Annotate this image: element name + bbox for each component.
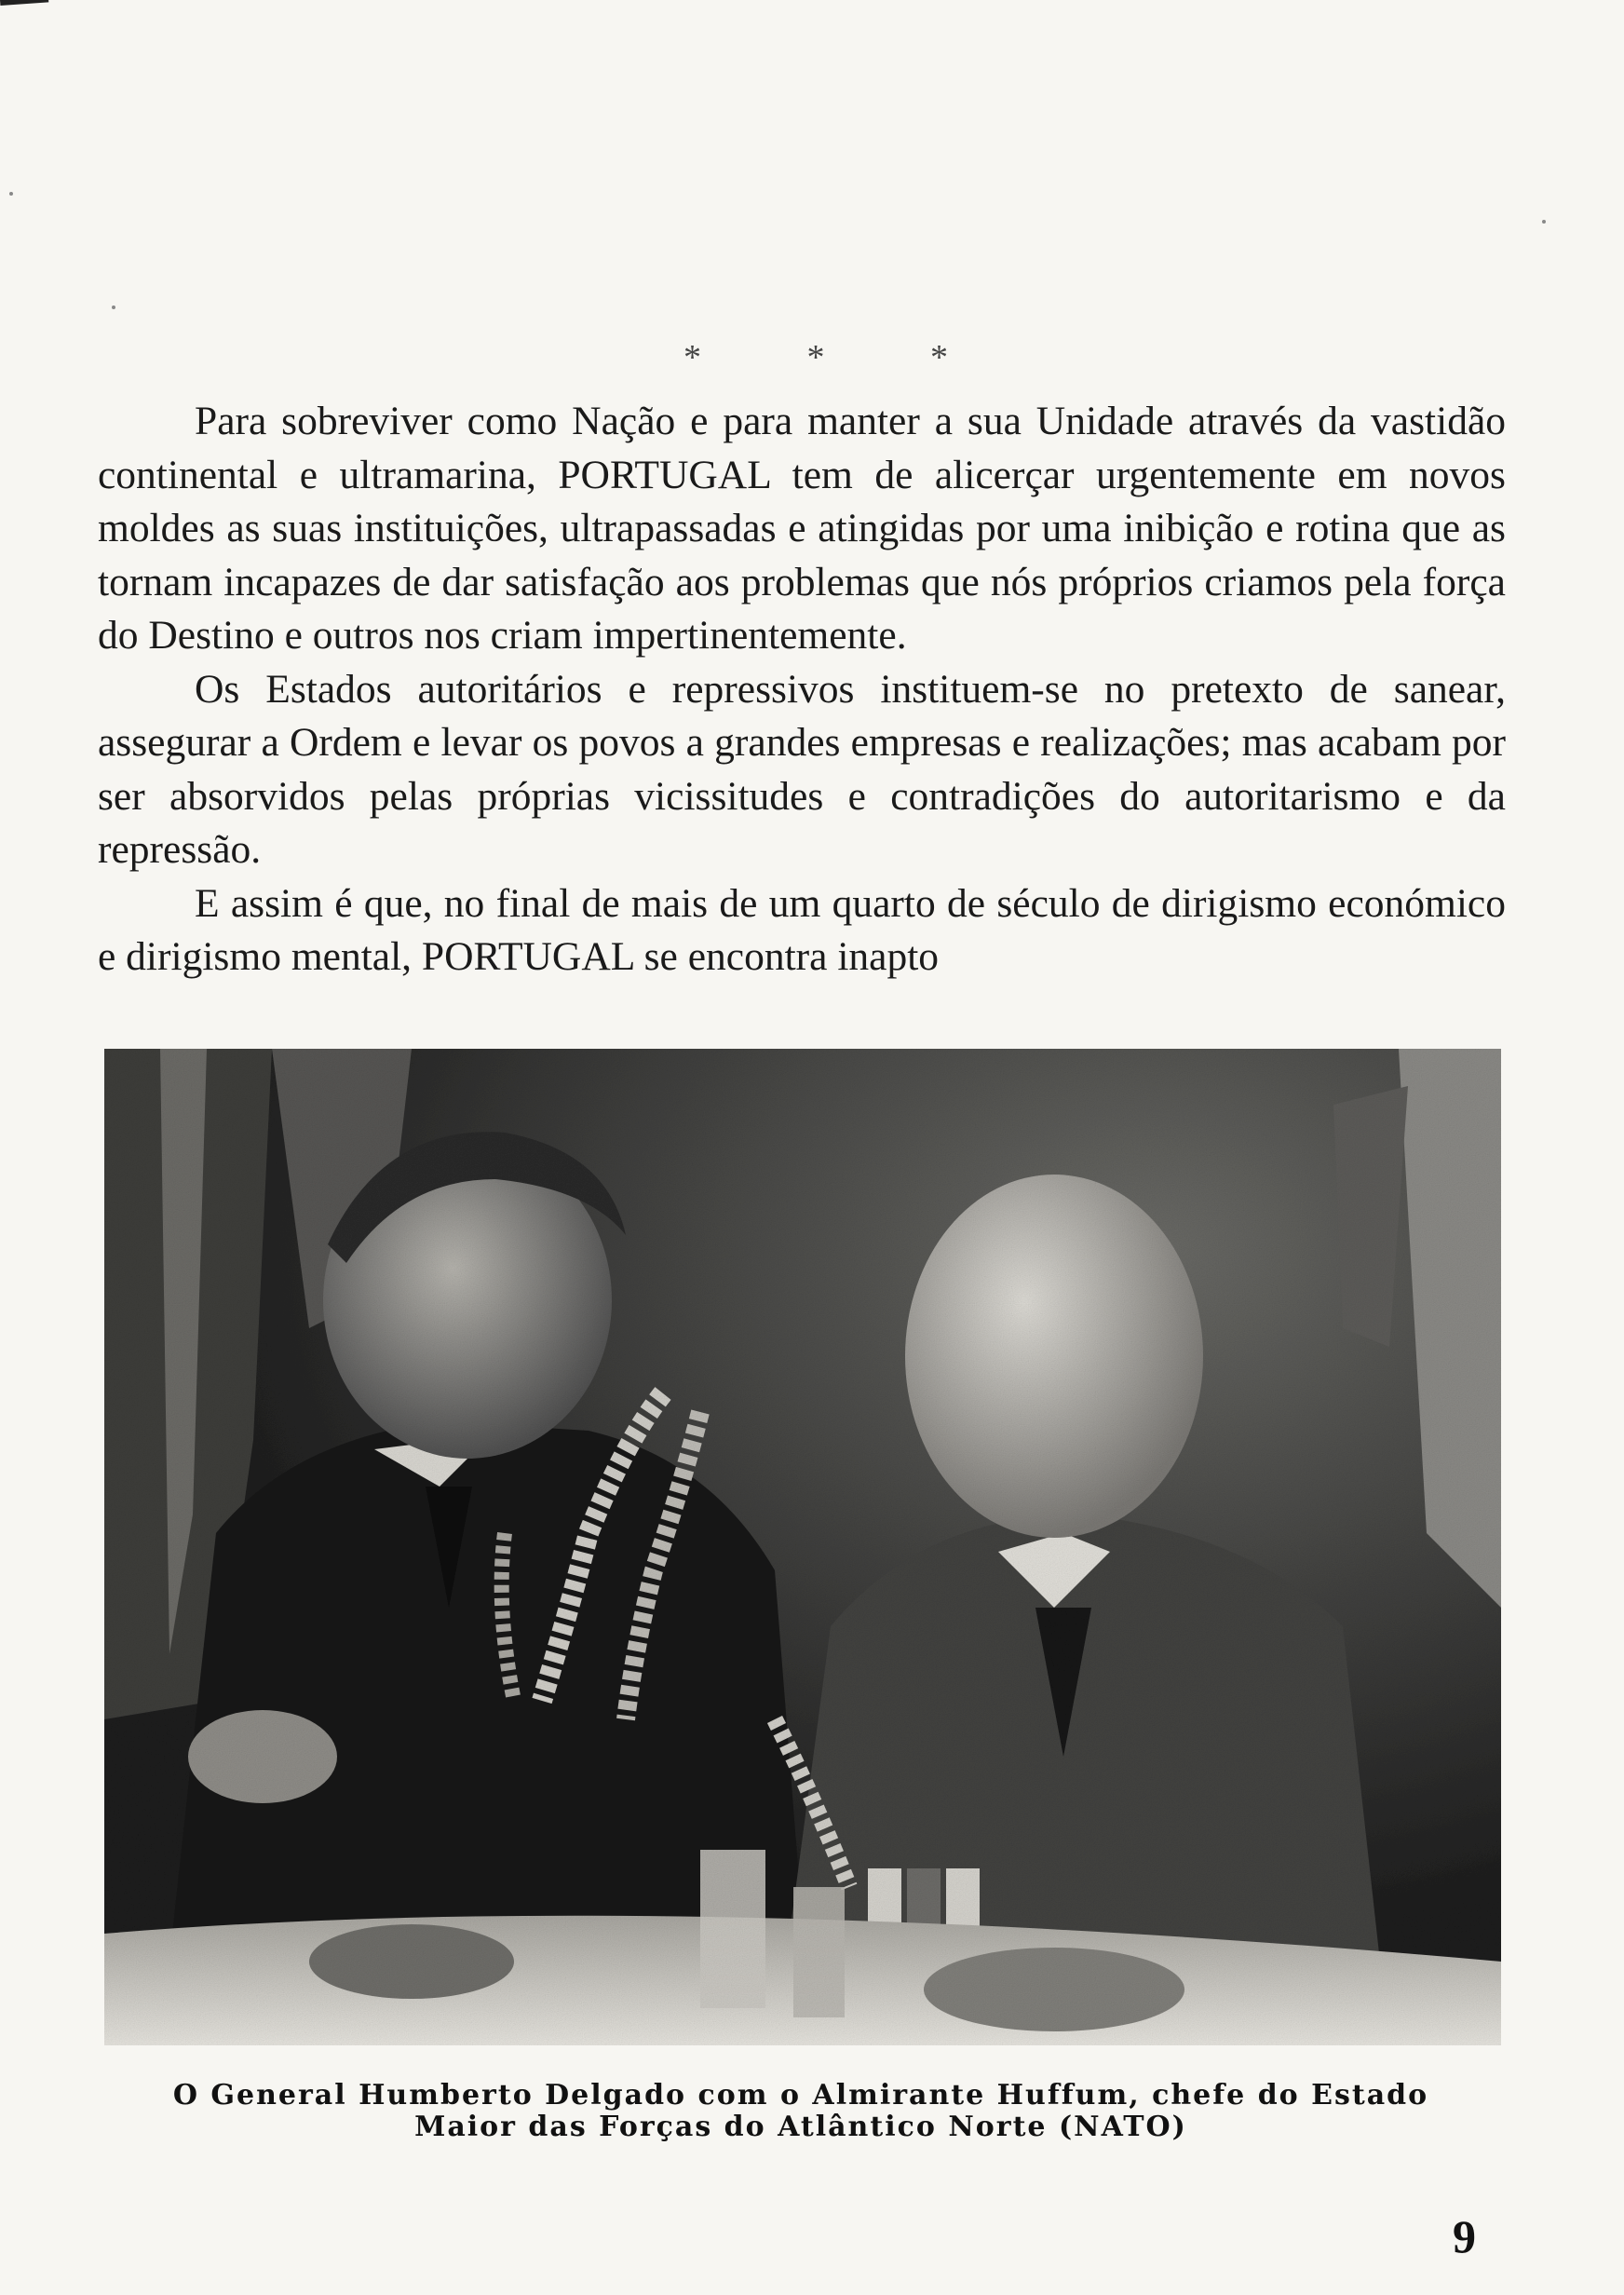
- scan-speck: [9, 192, 13, 196]
- photo-caption: [88, 2080, 1513, 2143]
- section-separator: * * *: [683, 338, 996, 377]
- paragraph-3: E assim é que, no final de mais de um quarto de século de dirigismo económico e dirigismo mental, PORTUGAL se encontra inapto: [98, 880, 1506, 979]
- body-text: [98, 395, 1506, 985]
- page-number: 9: [1453, 2210, 1476, 2262]
- photograph-delgado-huffum: [104, 1049, 1501, 2045]
- caption-line-2: Maior das Forças do Atlântico Norte (NATO): [414, 2111, 1187, 2143]
- caption-line-1: O General Humberto Delgado com o Almirante Huffum, chefe do Estado: [172, 2079, 1429, 2112]
- scan-speck: [112, 306, 115, 309]
- scan-corner-mark: [0, 0, 48, 6]
- paragraph-1: Para sobreviver como Nação e para manter a sua Unidade através da vastidão continental e ultramarina, PORTUGAL tem de alicerçar urgentemente em novos moldes as suas instituições, ultrapassadas e atingidas por uma inibição e rotina que as tornam incapazes de dar satisfação aos problemas que nós próprios criamos pela força do Destino e outros nos criam impertinentemente.: [98, 399, 1506, 658]
- scan-speck: [1542, 220, 1546, 224]
- paragraph-2: Os Estados autoritários e repressivos instituem-se no pretexto de sanear, assegurar a Ordem e levar os povos a grandes empresas e realizações; mas acabam por ser absorvidos pelas próprias vicissitudes e contradições do autoritarismo e da repressão.: [98, 666, 1506, 872]
- photograph-image: [104, 1049, 1501, 2045]
